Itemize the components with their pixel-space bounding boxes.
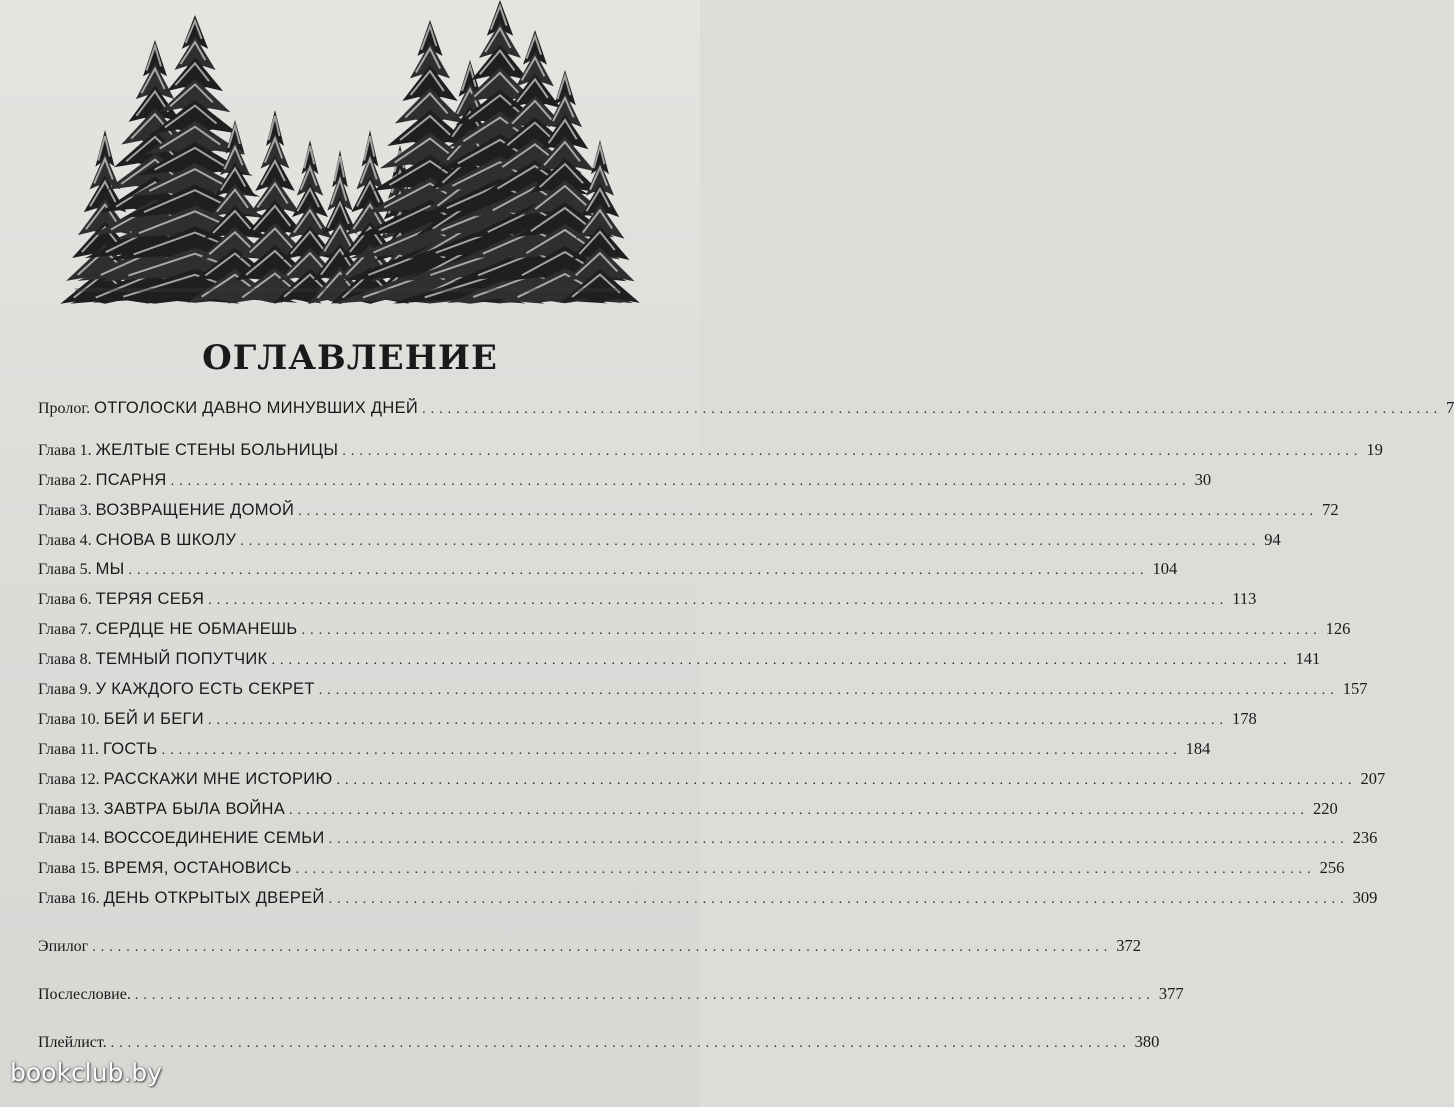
- toc-entry: [38, 499, 1339, 530]
- toc-entry: [38, 888, 1378, 918]
- toc-page-number: 19: [1366, 439, 1383, 459]
- toc-page-number: 126: [1325, 619, 1351, 639]
- toc-page-number: 178: [1231, 708, 1257, 728]
- toc-page-number: 113: [1232, 589, 1257, 609]
- toc-chapter-number: Глава 8.: [38, 651, 92, 669]
- toc-entry: [38, 559, 1178, 589]
- toc-chapter-number: Глава 2.: [38, 471, 92, 489]
- ground-line: [75, 288, 620, 292]
- toc-chapter-number: Глава 1.: [38, 441, 92, 459]
- tree-group: [60, 0, 640, 304]
- toc-chapter-number: Плейлист.: [38, 1033, 107, 1051]
- toc-entry: [38, 619, 1351, 649]
- toc-chapter-number: Глава 16.: [38, 890, 100, 908]
- toc-entry: [38, 679, 1368, 709]
- toc-page-number: 7: [1446, 398, 1454, 417]
- toc-chapter-title: МЫ: [95, 560, 125, 579]
- toc-entry: [38, 798, 1338, 829]
- toc-chapter-number: Послесловие.: [38, 986, 131, 1004]
- toc-page-number: 220: [1313, 798, 1338, 818]
- toc-chapter-number: Глава 10.: [38, 710, 100, 728]
- toc-leader-dots: ........................................................................................................................: [92, 940, 1113, 956]
- toc-entry: [38, 768, 1386, 799]
- toc-leader-dots: ........................................................................................................................: [301, 623, 1322, 639]
- toc-leader-dots: ........................................................................................................................: [318, 683, 1339, 699]
- toc-chapter-number: Глава 11.: [38, 740, 99, 758]
- toc-chapter-title: ДЕНЬ ОТКРЫТЫХ ДВЕРЕЙ: [103, 889, 325, 908]
- toc-page-number: 309: [1352, 888, 1378, 908]
- toc-leader-dots: ........................................................................................................................: [328, 832, 1349, 848]
- toc-chapter-title: ЖЕЛТЫЕ СТЕНЫ БОЛЬНИЦЫ: [95, 440, 339, 459]
- toc-page-number: 141: [1295, 649, 1321, 669]
- toc-leader-dots: ........................................................................................................................: [336, 772, 1357, 788]
- site-watermark: bookclub.by: [10, 1058, 162, 1087]
- toc-leader-dots: ........................................................................................................................: [208, 593, 1229, 609]
- toc-leader-dots: ........................................................................................................................: [161, 742, 1182, 758]
- toc-page-number: 30: [1194, 469, 1212, 489]
- toc-chapter-number: Глава 15.: [38, 860, 100, 878]
- toc-chapter-title: ЗАВТРА БЫЛА ВОЙНА: [103, 799, 286, 818]
- toc-chapter-number: Глава 6.: [38, 591, 92, 609]
- toc-chapter-title: У КАЖДОГО ЕСТЬ СЕКРЕТ: [95, 680, 315, 699]
- toc-leader-dots: ........................................................................................................................: [342, 443, 1363, 459]
- toc-chapter-title: ОТГОЛОСКИ ДАВНО МИНУВШИХ ДНЕЙ: [94, 399, 419, 417]
- toc-entry: [38, 649, 1321, 679]
- toc-chapter-title: РАССКАЖИ МНЕ ИСТОРИЮ: [103, 769, 333, 788]
- toc-leader-dots: ........................................................................................................................: [298, 503, 1319, 519]
- toc-chapter-title: ТЕРЯЯ СЕБЯ: [95, 590, 205, 609]
- toc-chapter-title: ВОССОЕДИНЕНИЕ СЕМЬИ: [103, 829, 325, 848]
- toc-entry: [38, 738, 1211, 769]
- toc-chapter-number: Глава 5.: [38, 561, 92, 579]
- toc-entry: [38, 589, 1257, 619]
- toc-chapter-title: СНОВА В ШКОЛУ: [95, 530, 237, 549]
- toc-leader-dots: ........................................................................................................................: [422, 402, 1443, 417]
- toc-leader-dots: ........................................................................................................................: [289, 802, 1310, 818]
- toc-leader-dots: ........................................................................................................................: [207, 712, 1228, 728]
- toc-page-number: 184: [1185, 738, 1211, 758]
- toc-chapter-number: Глава 12.: [38, 770, 100, 788]
- toc-chapter-title: ПСАРНЯ: [95, 470, 167, 489]
- toc-chapter-number: Глава 7.: [38, 621, 92, 639]
- toc-chapter-number: Эпилог: [38, 938, 89, 956]
- toc-leader-dots: ........................................................................................................................: [271, 653, 1292, 669]
- toc-chapter-number: Глава 9.: [38, 681, 92, 699]
- forest-illustration: [60, 0, 650, 310]
- toc-chapter-title: СЕРДЦЕ НЕ ОБМАНЕШЬ: [95, 620, 298, 639]
- toc-page-number: 372: [1116, 936, 1141, 956]
- toc-page-number: 236: [1352, 828, 1378, 848]
- toc-chapter-title: ТЕМНЫЙ ПОПУТЧИК: [95, 650, 268, 669]
- toc-page-number: 94: [1264, 529, 1281, 549]
- toc-page-number: 207: [1360, 768, 1386, 788]
- toc-leader-dots: ........................................................................................................................: [240, 533, 1261, 549]
- toc-entry: [38, 439, 1383, 470]
- toc-entry: [38, 708, 1257, 739]
- toc-chapter-number: Пролог.: [38, 400, 91, 417]
- toc-entry: [38, 469, 1212, 500]
- toc-chapter-number: Глава 3.: [38, 501, 92, 519]
- toc-leader-dots: ........................................................................................................................: [110, 1035, 1131, 1051]
- toc-page-number: 72: [1322, 499, 1339, 519]
- toc-page-number: 256: [1319, 858, 1345, 878]
- toc-leader-dots: ........................................................................................................................: [134, 988, 1155, 1004]
- toc-chapter-title: ВРЕМЯ, ОСТАНОВИСЬ: [103, 859, 292, 878]
- toc-entry: [38, 936, 1141, 966]
- table-of-contents: [38, 398, 1454, 1062]
- toc-page-number: 104: [1152, 559, 1178, 579]
- toc-chapter-title: БЕЙ И БЕГИ: [103, 709, 204, 728]
- toc-entry: [38, 398, 1454, 428]
- toc-entry: [38, 858, 1345, 888]
- toc-entry: [38, 529, 1281, 560]
- toc-chapter-number: Глава 13.: [38, 800, 100, 818]
- toc-leader-dots: ........................................................................................................................: [295, 862, 1316, 878]
- toc-page-number: 380: [1134, 1031, 1160, 1051]
- toc-entry: [38, 828, 1378, 858]
- toc-leader-dots: ........................................................................................................................: [170, 473, 1191, 489]
- toc-entry: [38, 984, 1184, 1014]
- toc-chapter-number: Глава 4.: [38, 531, 92, 549]
- toc-chapter-title: ГОСТЬ: [102, 739, 158, 758]
- toc-leader-dots: ........................................................................................................................: [128, 563, 1149, 579]
- toc-leader-dots: ........................................................................................................................: [328, 892, 1349, 908]
- toc-chapter-title: ВОЗВРАЩЕНИЕ ДОМОЙ: [95, 500, 295, 519]
- toc-chapter-number: Глава 14.: [38, 830, 100, 848]
- toc-page-number: 377: [1158, 984, 1184, 1004]
- toc-page-number: 157: [1342, 679, 1368, 699]
- toc-heading: ОГЛАВЛЕНИЕ: [202, 338, 498, 378]
